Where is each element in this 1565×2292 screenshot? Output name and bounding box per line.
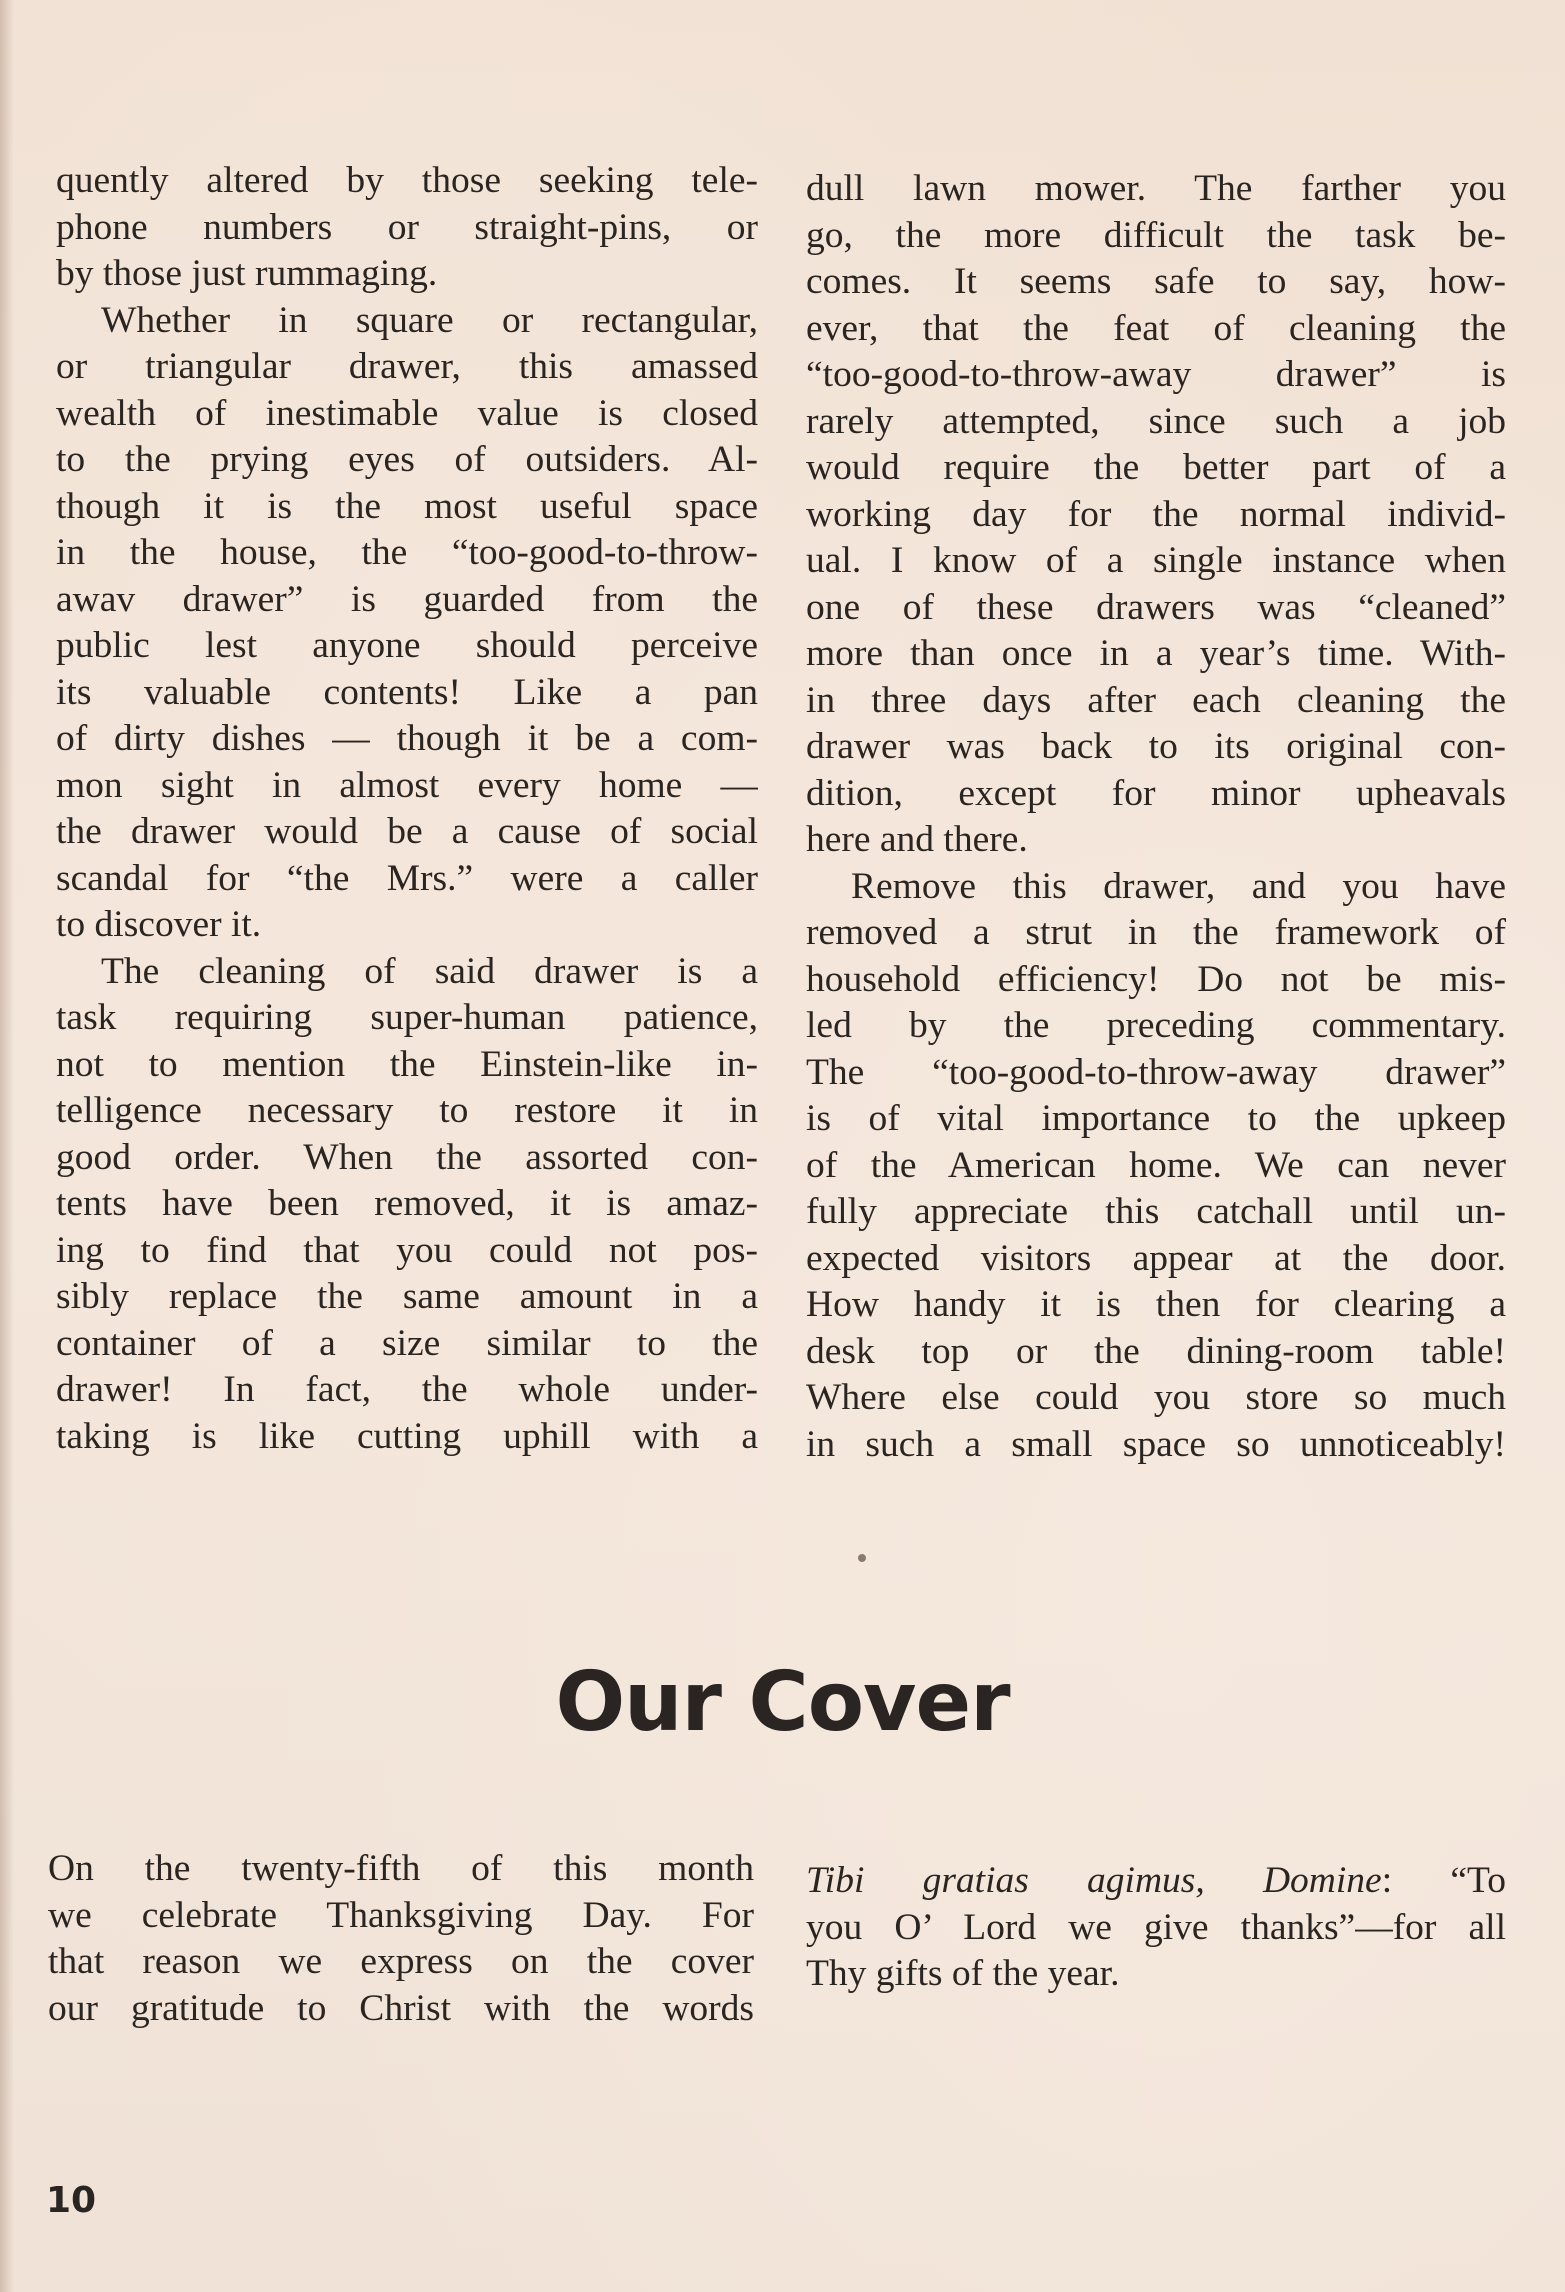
text-line: phone numbers or straight-pins, or [56, 206, 758, 248]
text-line: though it is the most useful space [56, 485, 758, 527]
section-divider-dot [858, 1554, 866, 1562]
text-line: taking is like cutting uphill with a [56, 1415, 758, 1457]
text-line: wealth of inestimable value is closed [56, 392, 758, 434]
text-line: the drawer would be a cause of social [56, 811, 758, 852]
latin-phrase: Tibi gratias agimus, Domine [806, 1860, 1382, 1901]
text-line: we celebrate Thanksgiving Day. For [48, 1894, 754, 1936]
page-edge-shadow [0, 0, 14, 2292]
text-line: task requiring super-human patience, [56, 997, 758, 1038]
text-line: The cleaning of said drawer is a [101, 950, 758, 992]
text-line: desk top or the dining-room table! [806, 1330, 1506, 1372]
text-line: household efficiency! Do not be mis- [806, 958, 1506, 1000]
text-line: Thy gifts of the year. [806, 1953, 1120, 1994]
text-line: ual. I know of a single instance when [806, 540, 1506, 581]
text-line: drawer! In fact, the whole under- [56, 1369, 758, 1410]
text-line: one of these drawers was “cleaned” [806, 586, 1506, 628]
cover-left-column [48, 1846, 754, 2032]
text-line: in the house, the “too-good-to-throw- [56, 532, 758, 573]
text-line: in such a small space so unnoticeably! [806, 1423, 1506, 1465]
text-line: On the twenty-fifth of this month [48, 1848, 754, 1889]
article-right-column [806, 166, 1506, 1468]
text-line: you O’ Lord we give thanks”—for all [806, 1906, 1506, 1948]
text-line: comes. It seems safe to say, how- [806, 261, 1506, 302]
text-line: rarely attempted, since such a job [806, 400, 1506, 442]
text-line: not to mention the Einstein-like in- [56, 1043, 758, 1085]
text-line: its valuable contents! Like a pan [56, 671, 758, 713]
text-line: Where else could you store so much [806, 1377, 1506, 1418]
text-line: more than once in a year’s time. With- [806, 633, 1506, 674]
text-line: that reason we express on the cover [48, 1941, 754, 1982]
text-line: go, the more difficult the task be- [806, 214, 1506, 256]
text-line: sibly replace the same amount in a [56, 1276, 758, 1317]
text-fragment: : “To [1381, 1860, 1506, 1901]
text-line: would require the better part of a [806, 447, 1506, 488]
text-line: removed a strut in the framework of [806, 912, 1506, 953]
text-line: ever, that the feat of cleaning the [806, 307, 1506, 349]
text-line: mon sight in almost every home — [56, 764, 758, 806]
text-line: or triangular drawer, this amassed [56, 346, 758, 387]
cover-right-column [806, 1858, 1506, 1998]
text-line: good order. When the assorted con- [56, 1136, 758, 1178]
text-line: scandal for “the Mrs.” were a caller [56, 857, 758, 899]
text-line: working day for the normal individ- [806, 493, 1506, 535]
text-line: dition, except for minor upheavals [806, 772, 1506, 814]
text-line: is of vital importance to the upkeep [806, 1098, 1506, 1139]
text-line: our gratitude to Christ with the words [48, 1987, 754, 2029]
article-left-column [56, 158, 758, 1460]
text-line: How handy it is then for clearing a [806, 1284, 1506, 1325]
text-line: The “too-good-to-throw-away drawer” [806, 1051, 1506, 1093]
text-line: ing to find that you could not pos- [56, 1229, 758, 1271]
text-line: led by the preceding commentary. [806, 1005, 1506, 1046]
text-line: container of a size similar to the [56, 1322, 758, 1364]
text-line: to the prying eyes of outsiders. Al- [56, 439, 758, 480]
text-line: quently altered by those seeking tele- [56, 160, 758, 201]
text-line: Whether in square or rectangular, [101, 299, 758, 341]
text-line: tents have been removed, it is amaz- [56, 1183, 758, 1224]
text-line: by those just rummaging. [56, 253, 438, 294]
text-line: in three days after each cleaning the [806, 679, 1506, 721]
text-line: public lest anyone should perceive [56, 625, 758, 666]
text-line: of dirty dishes — though it be a com- [56, 718, 758, 759]
text-line: awav drawer” is guarded from the [56, 578, 758, 620]
text-line: dull lawn mower. The farther you [806, 168, 1506, 209]
text-line: drawer was back to its original con- [806, 726, 1506, 767]
text-line: fully appreciate this catchall until un- [806, 1191, 1506, 1232]
text-line [806, 1858, 1506, 1905]
text-line: telligence necessary to restore it in [56, 1090, 758, 1131]
text-line: to discover it. [56, 904, 262, 945]
text-line: expected visitors appear at the door. [806, 1237, 1506, 1279]
text-line: here and there. [806, 819, 1028, 860]
text-line: Remove this drawer, and you have [851, 865, 1506, 907]
text-line: of the American home. We can never [806, 1144, 1506, 1186]
text-line: “too-good-to-throw-away drawer” is [806, 354, 1506, 395]
section-heading: Our Cover [555, 1655, 1010, 1750]
page-number: 10 [46, 2180, 97, 2221]
